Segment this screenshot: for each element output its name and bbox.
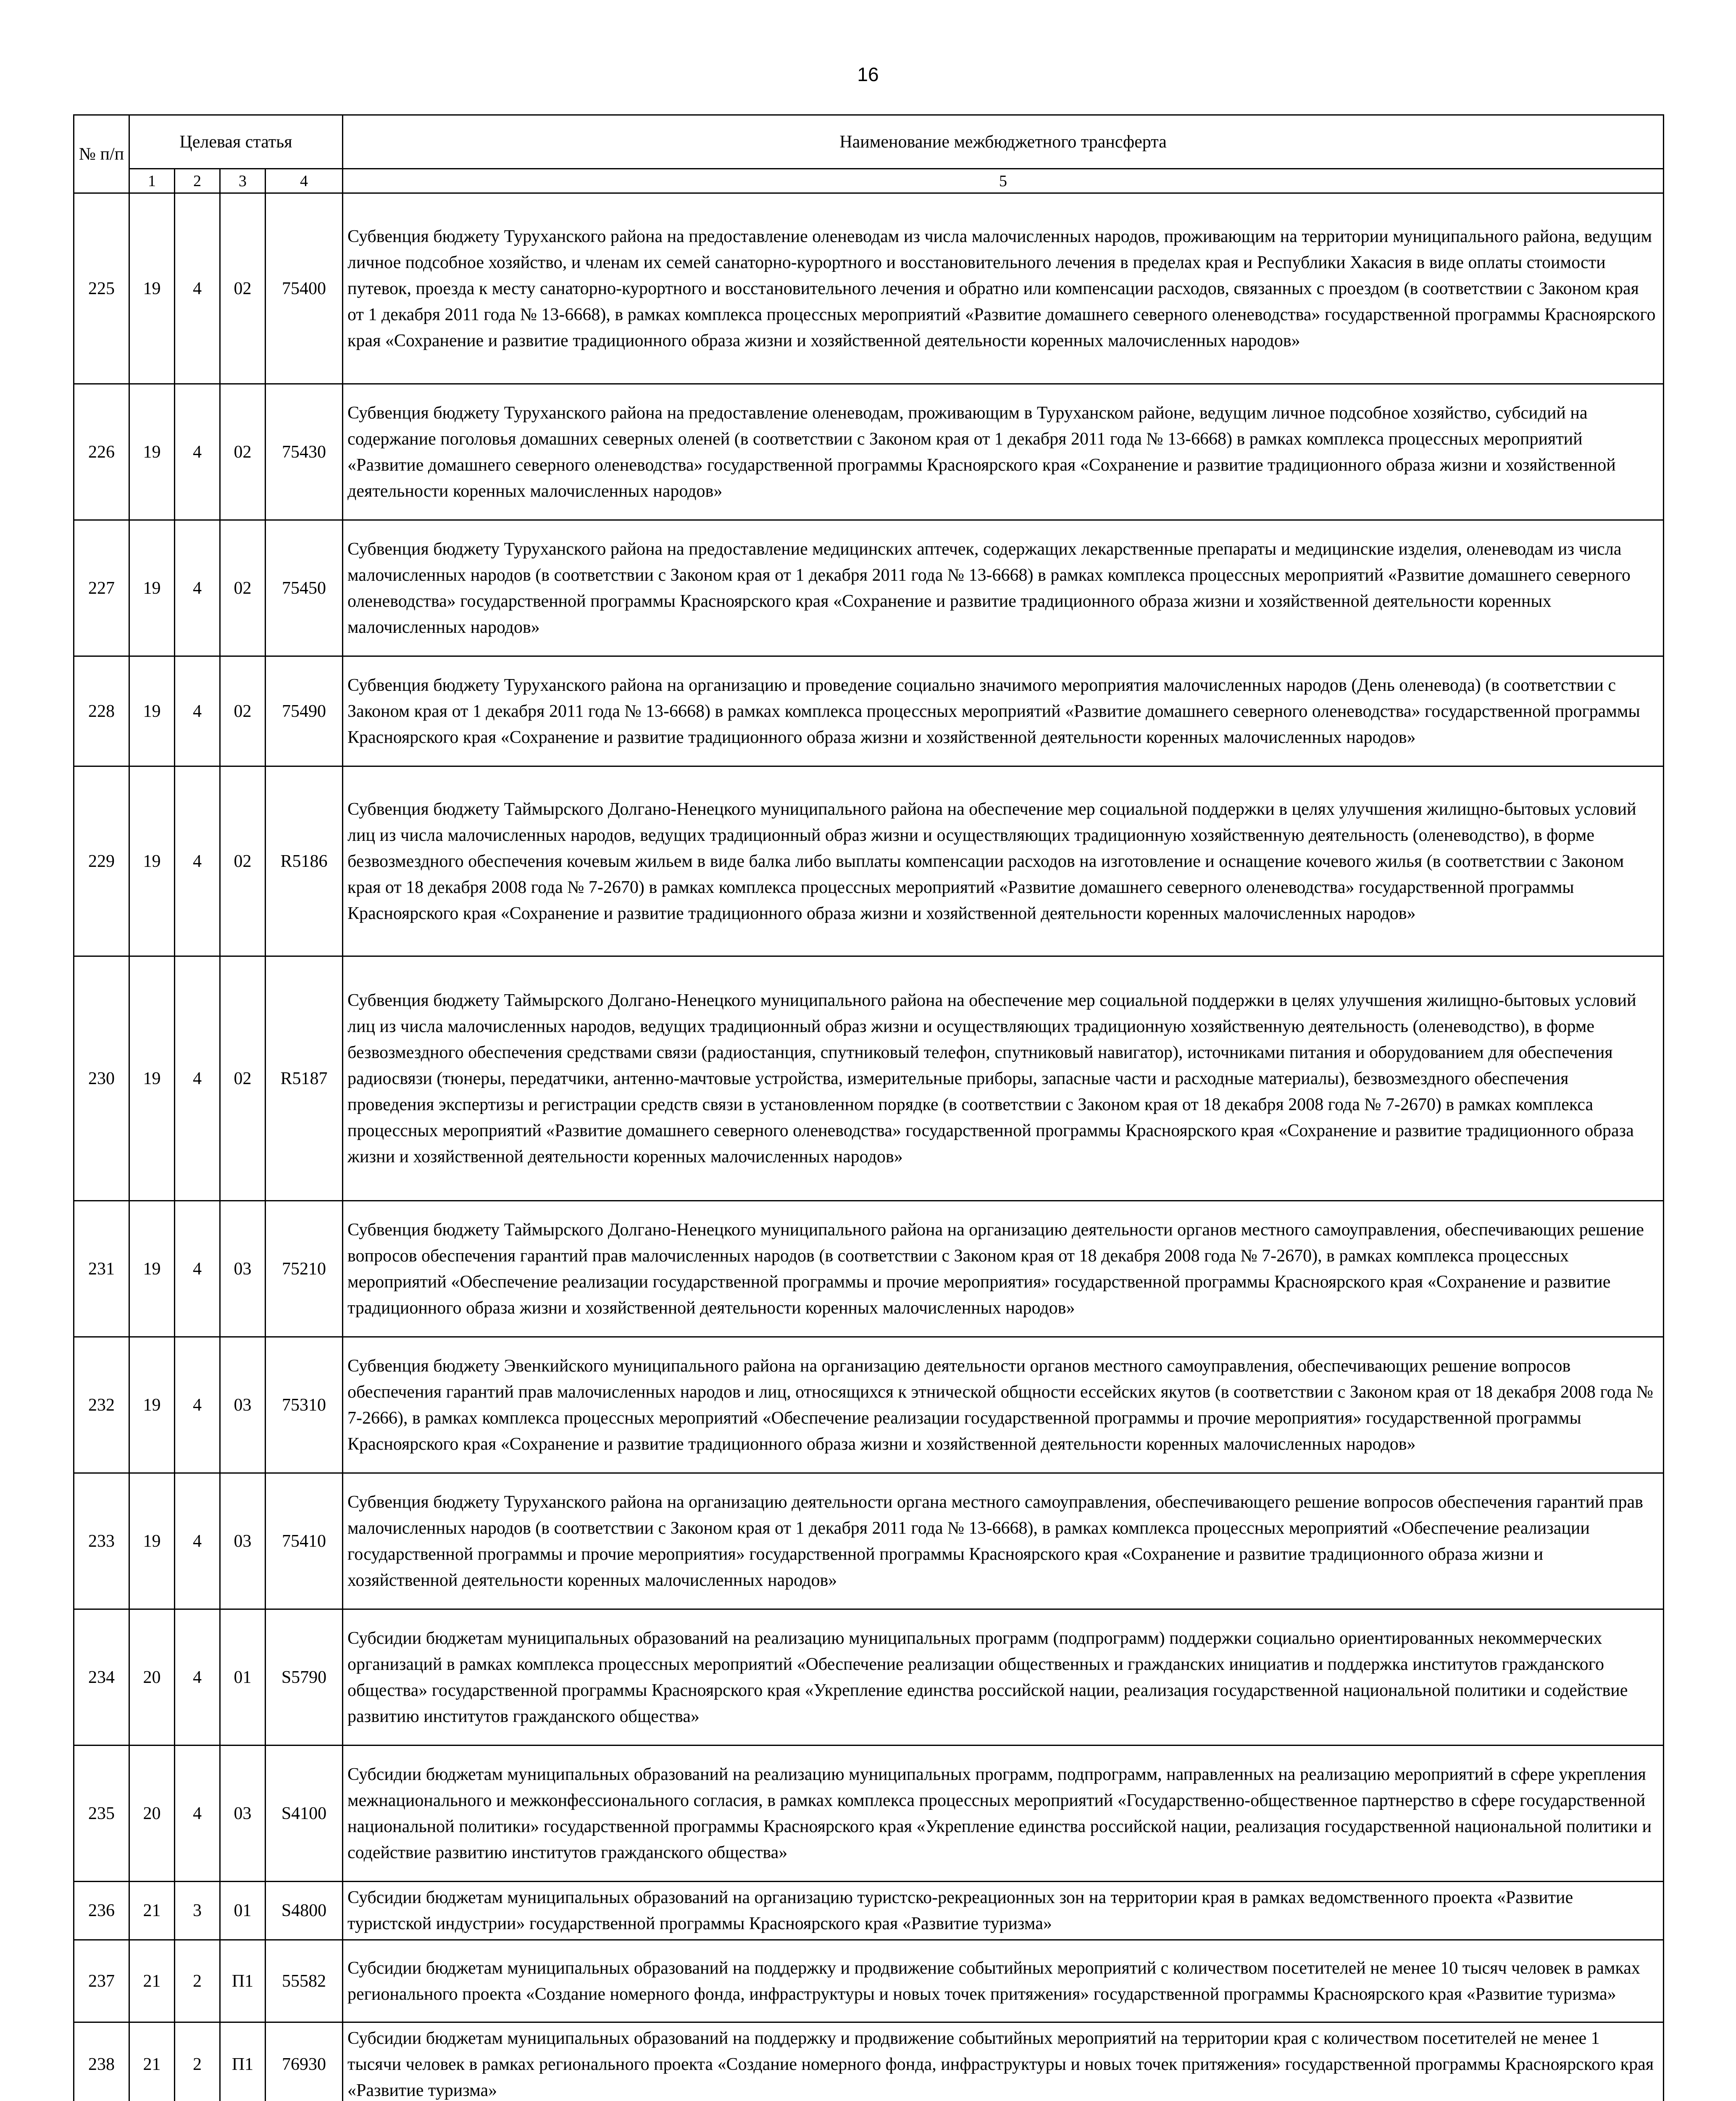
target-article-1: 19	[129, 1201, 175, 1337]
table-row	[74, 1746, 1664, 1882]
table-row	[74, 956, 1664, 1201]
target-article-3: 01	[220, 1882, 266, 1940]
target-article-2: 4	[175, 1337, 220, 1473]
target-article-3: 02	[220, 384, 266, 520]
target-article-1: 20	[129, 1746, 175, 1882]
row-number: 237	[74, 1940, 129, 2022]
target-article-4: 75430	[266, 384, 343, 520]
target-article-4: 75310	[266, 1337, 343, 1473]
target-article-3: 02	[220, 766, 266, 956]
target-article-4: 76930	[266, 2022, 343, 2101]
target-article-2: 4	[175, 1609, 220, 1746]
target-article-3: 03	[220, 1746, 266, 1882]
column-number-2: 2	[175, 169, 220, 193]
transfer-name: Субсидии бюджетам муниципальных образований на поддержку и продвижение событийных мероприятий на территории края с количеством посетителей не менее 1 тысячи человек в рамках регионального проекта «Создание номерного фонда, инфраструктуры и новых точек притяжения» государственной программы Красноярского края «Развитие туризма»	[343, 2022, 1664, 2101]
target-article-1: 19	[129, 766, 175, 956]
target-article-2: 2	[175, 2022, 220, 2101]
target-article-3: 01	[220, 1609, 266, 1746]
target-article-4: R5186	[266, 766, 343, 956]
target-article-1: 19	[129, 520, 175, 656]
transfer-name: Субвенция бюджету Туруханского района на предоставление медицинских аптечек, содержащих лекарственные препараты и медицинские изделия, оленеводам из числа малочисленных народов (в соответствии с Законом края от 1 декабря 2011 года № 13-6668) в рамках комплекса процессных мероприятий «Развитие домашнего северного оленеводства» государственной программы Красноярского края «Сохранение и развитие традиционного образа жизни и хозяйственной деятельности коренных малочисленных народов»	[343, 520, 1664, 656]
table-row	[74, 766, 1664, 956]
table-row	[74, 1882, 1664, 1940]
target-article-4: 75400	[266, 193, 343, 384]
target-article-4: R5187	[266, 956, 343, 1201]
target-article-3: 03	[220, 1473, 266, 1609]
row-number: 232	[74, 1337, 129, 1473]
target-article-3: 02	[220, 193, 266, 384]
target-article-1: 19	[129, 956, 175, 1201]
row-number: 230	[74, 956, 129, 1201]
target-article-4: S4100	[266, 1746, 343, 1882]
target-article-1: 19	[129, 193, 175, 384]
target-article-2: 4	[175, 1746, 220, 1882]
transfer-name: Субсидии бюджетам муниципальных образований на организацию туристско-рекреационных зон на территории края в рамках ведомственного проекта «Развитие туристской индустрии» государственной программы Красноярского края «Развитие туризма»	[343, 1882, 1664, 1940]
transfer-name: Субвенция бюджету Туруханского района на предоставление оленеводам, проживающим в Туруханском районе, ведущим личное подсобное хозяйство, субсидий на содержание поголовья домашних северных оленей (в соответствии с Законом края от 1 декабря 2011 года № 13-6668) в рамках комплекса процессных мероприятий «Развитие домашнего северного оленеводства» государственной программы Красноярского края «Сохранение и развитие традиционного образа жизни и хозяйственной деятельности коренных малочисленных народов»	[343, 384, 1664, 520]
target-article-2: 4	[175, 1201, 220, 1337]
table-row	[74, 656, 1664, 766]
row-number: 227	[74, 520, 129, 656]
page-number: 16	[857, 63, 879, 85]
transfer-name: Субсидии бюджетам муниципальных образований на реализацию муниципальных программ, подпрограмм, направленных на реализацию мероприятий в сфере укрепления межнационального и межконфессионального согласия, в рамках комплекса процессных мероприятий «Государственно-общественное партнерство в сфере государственной национальной политики» государственной программы Красноярского края «Укрепление единства российской нации, реализация государственной национальной политики и содействие развитию институтов гражданского общества»	[343, 1746, 1664, 1882]
transfer-name: Субсидии бюджетам муниципальных образований на реализацию муниципальных программ (подпрограмм) поддержки социально ориентированных некоммерческих организаций в рамках комплекса процессных мероприятий «Обеспечение реализации общественных и гражданских инициатив и поддержка институтов гражданского общества» государственной программы Красноярского края «Укрепление единства российской нации, реализация государственной национальной политики и содействие развитию институтов гражданского общества»	[343, 1609, 1664, 1746]
table-row	[74, 384, 1664, 520]
header-number: № п/п	[74, 115, 129, 193]
target-article-3: 02	[220, 956, 266, 1201]
table-row	[74, 193, 1664, 384]
target-article-3: П1	[220, 2022, 266, 2101]
row-number: 236	[74, 1882, 129, 1940]
column-number-3: 3	[220, 169, 266, 193]
row-number: 228	[74, 656, 129, 766]
target-article-2: 4	[175, 193, 220, 384]
target-article-1: 19	[129, 384, 175, 520]
column-number-1: 1	[129, 169, 175, 193]
target-article-2: 4	[175, 956, 220, 1201]
target-article-2: 4	[175, 656, 220, 766]
transfer-name: Субсидии бюджетам муниципальных образований на поддержку и продвижение событийных мероприятий с количеством посетителей не менее 10 тысяч человек в рамках регионального проекта «Создание номерного фонда, инфраструктуры и новых точек притяжения» государственной программы Красноярского края «Развитие туризма»	[343, 1940, 1664, 2022]
row-number: 231	[74, 1201, 129, 1337]
target-article-4: 75210	[266, 1201, 343, 1337]
header-transfer-name: Наименование межбюджетного трансферта	[343, 115, 1664, 169]
target-article-4: 75490	[266, 656, 343, 766]
row-number: 229	[74, 766, 129, 956]
target-article-3: П1	[220, 1940, 266, 2022]
target-article-1: 19	[129, 1473, 175, 1609]
target-article-2: 4	[175, 384, 220, 520]
target-article-2: 3	[175, 1882, 220, 1940]
table-row	[74, 2022, 1664, 2101]
transfer-name: Субвенция бюджету Таймырского Долгано-Ненецкого муниципального района на организацию деятельности органов местного самоуправления, обеспечивающих решение вопросов обеспечения гарантий прав малочисленных народов (в соответствии с Законом края от 18 декабря 2008 года № 7-2670), в рамках комплекса процессных мероприятий «Обеспечение реализации государственной программы и прочие мероприятия» государственной программы Красноярского края «Сохранение и развитие традиционного образа жизни и хозяйственной деятельности коренных малочисленных народов»	[343, 1201, 1664, 1337]
row-number: 226	[74, 384, 129, 520]
row-number: 233	[74, 1473, 129, 1609]
transfer-table	[73, 114, 1664, 2101]
table-row	[74, 1940, 1664, 2022]
transfer-name: Субвенция бюджету Таймырского Долгано-Ненецкого муниципального района на обеспечение мер социальной поддержки в целях улучшения жилищно-бытовых условий лиц из числа малочисленных народов, ведущих традиционный образ жизни и осуществляющих традиционную хозяйственную деятельность (оленеводство), в форме безвозмездного обеспечения средствами связи (радиостанция, спутниковый телефон, спутниковый навигатор), источниками питания и оборудованием для обеспечения радиосвязи (тюнеры, передатчики, антенно-мачтовые устройства, измерительные приборы, запасные части и расходные материалы), безвозмездного обеспечения проведения экспертизы и регистрации средств связи в установленном порядке (в соответствии с Законом края от 18 декабря 2008 года № 7-2670) в рамках комплекса процессных мероприятий «Развитие домашнего северного оленеводства» государственной программы Красноярского края «Сохранение и развитие традиционного образа жизни и хозяйственной деятельности коренных малочисленных народов»	[343, 956, 1664, 1201]
target-article-1: 21	[129, 1940, 175, 2022]
column-number-4: 4	[266, 169, 343, 193]
row-number: 235	[74, 1746, 129, 1882]
transfer-name: Субвенция бюджету Таймырского Долгано-Ненецкого муниципального района на обеспечение мер социальной поддержки в целях улучшения жилищно-бытовых условий лиц из числа малочисленных народов, ведущих традиционный образ жизни и осуществляющих традиционную хозяйственную деятельность (оленеводство), в форме безвозмездного обеспечения кочевым жильем в виде балка либо выплаты компенсации расходов на изготовление и оснащение кочевого жилья (в соответствии с Законом края от 18 декабря 2008 года № 7-2670) в рамках комплекса процессных мероприятий «Развитие домашнего северного оленеводства» государственной программы Красноярского края «Сохранение и развитие традиционного образа жизни и хозяйственной деятельности коренных малочисленных народов»	[343, 766, 1664, 956]
table-row	[74, 520, 1664, 656]
target-article-2: 4	[175, 520, 220, 656]
target-article-2: 4	[175, 1473, 220, 1609]
target-article-4: S5790	[266, 1609, 343, 1746]
target-article-3: 03	[220, 1337, 266, 1473]
table-row	[74, 1473, 1664, 1609]
target-article-4: S4800	[266, 1882, 343, 1940]
table-row	[74, 1337, 1664, 1473]
row-number: 234	[74, 1609, 129, 1746]
transfer-name: Субвенция бюджету Туруханского района на предоставление оленеводам из числа малочисленных народов, проживающим на территории муниципального района, ведущим личное подсобное хозяйство, и членам их семей санаторно-курортного и восстановительного лечения в пределах края и Республики Хакасия в виде оплаты стоимости путевок, проезда к месту санаторно-курортного и восстановительного лечения и обратно или компенсации расходов, связанных с проездом (в соответствии с Законом края от 1 декабря 2011 года № 13-6668), в рамках комплекса процессных мероприятий «Развитие домашнего северного оленеводства» государственной программы Красноярского края «Сохранение и развитие традиционного образа жизни и хозяйственной деятельности коренных малочисленных народов»	[343, 193, 1664, 384]
target-article-3: 02	[220, 656, 266, 766]
target-article-4: 75410	[266, 1473, 343, 1609]
table-row	[74, 1609, 1664, 1746]
row-number: 225	[74, 193, 129, 384]
target-article-1: 19	[129, 656, 175, 766]
target-article-3: 02	[220, 520, 266, 656]
target-article-2: 2	[175, 1940, 220, 2022]
target-article-1: 19	[129, 1337, 175, 1473]
table-row	[74, 1201, 1664, 1337]
target-article-2: 4	[175, 766, 220, 956]
column-number-5: 5	[343, 169, 1664, 193]
target-article-4: 75450	[266, 520, 343, 656]
transfer-name: Субвенция бюджету Туруханского района на организацию деятельности органа местного самоуправления, обеспечивающего решение вопросов обеспечения гарантий прав малочисленных народов (в соответствии с Законом края от 1 декабря 2011 года № 13-6668), в рамках комплекса процессных мероприятий «Обеспечение реализации государственной программы и прочие мероприятия» государственной программы Красноярского края «Сохранение и развитие традиционного образа жизни и хозяйственной деятельности коренных малочисленных народов»	[343, 1473, 1664, 1609]
table-body	[74, 193, 1664, 2101]
target-article-1: 20	[129, 1609, 175, 1746]
target-article-4: 55582	[266, 1940, 343, 2022]
row-number: 238	[74, 2022, 129, 2101]
header-target-article: Целевая статья	[129, 115, 343, 169]
transfer-name: Субвенция бюджету Эвенкийского муниципального района на организацию деятельности органов местного самоуправления, обеспечивающих решение вопросов обеспечения гарантий прав малочисленных народов и лиц, относящихся к этнической общности ессейских якутов (в соответствии с Законом края от 18 декабря 2008 года № 7-2666), в рамках комплекса процессных мероприятий «Обеспечение реализации государственной программы и прочие мероприятия» государственной программы Красноярского края «Сохранение и развитие традиционного образа жизни и хозяйственной деятельности коренных малочисленных народов»	[343, 1337, 1664, 1473]
target-article-1: 21	[129, 1882, 175, 1940]
target-article-3: 03	[220, 1201, 266, 1337]
transfer-name: Субвенция бюджету Туруханского района на организацию и проведение социально значимого мероприятия малочисленных народов (День оленевода) (в соответствии с Законом края от 1 декабря 2011 года № 13-6668) в рамках комплекса процессных мероприятий «Развитие домашнего северного оленеводства» государственной программы Красноярского края «Сохранение и развитие традиционного образа жизни и хозяйственной деятельности коренных малочисленных народов»	[343, 656, 1664, 766]
target-article-1: 21	[129, 2022, 175, 2101]
